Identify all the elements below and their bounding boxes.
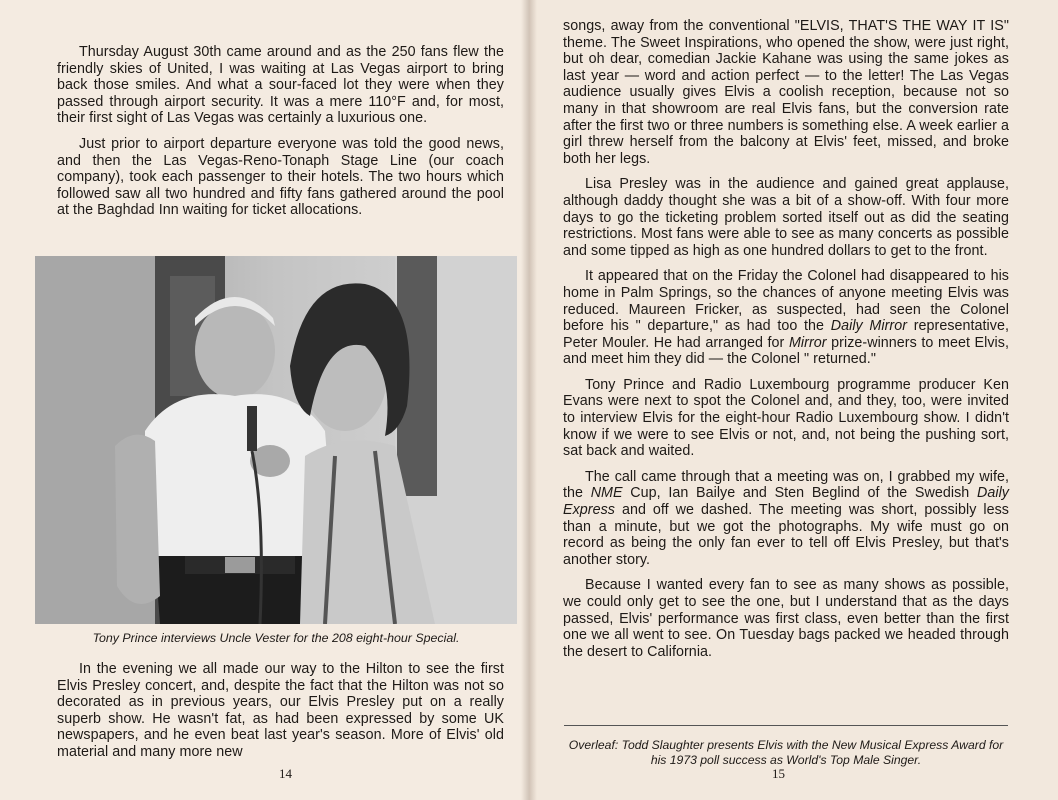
text-run: Cup, Ian Bailye and Sten Beglind of the Swedish: [622, 485, 977, 502]
divider: [564, 725, 1008, 726]
overleaf-note: Overleaf: Todd Slaughter presents Elvis with the New Musical Express Award for his 1973 poll success as World's Top Male Singer.: [568, 738, 1004, 767]
paragraph: In the evening we all made our way to the Hilton to see the first Elvis Presley concert, and, despite the fact that the Hilton was not so decorated as in previous years, our Elvis Presley put on a really superb show. He wasn't fat, as had been expressed by some UK newspapers, and he even beat last year's season. More of Elvis' old material and many more new: [57, 661, 504, 760]
paragraph: [563, 469, 1009, 569]
paragraph: Tony Prince and Radio Luxembourg programme producer Ken Evans were next to spot the Colonel and, and they, too, were invited to interview Elvis for the eight-hour Radio Luxembourg show. I didn't know if we were to see Elvis or not, and, not being the pushing sort, sat back and waited.: [563, 376, 1009, 460]
right-page: [529, 0, 1058, 800]
page-number-right: 15: [772, 766, 785, 781]
photo-caption: Tony Prince interviews Uncle Vester for the 208 eight-hour Special.: [92, 631, 460, 645]
paragraph: Thursday August 30th came around and as the 250 fans flew the friendly skies of United, I was waiting at Las Vegas airport to bring back those smiles. And what a sour-faced lot they were when they passed through airport security. It was a mere 110°F and, for most, their first sight of Las Vegas was certainly a luxurious one.: [57, 44, 504, 127]
text-run: It appeared that on the Friday the Colonel had disappeared to his home in Palm Springs, so the chances of anyone meeting Elvis was reduced. Maureen Fricker, as suspected, had seen the Colonel before his " departure," as had too the: [563, 268, 1009, 335]
interview-photo: [35, 256, 517, 624]
italic-run: Daily Express: [563, 485, 1009, 519]
left-top-text: [57, 44, 504, 228]
right-text: [563, 18, 1009, 669]
italic-run: Mirror: [788, 334, 827, 351]
paragraph: Lisa Presley was in the audience and gained great applause, although daddy thought she was a bit of a show-off. With four more days to go the ticketing problem sorted itself out as did the seating restrictions. Most fans were able to see as many concerts as possible and some tipped as high as one hundred dollars to get to the front.: [563, 176, 1009, 259]
paragraph: songs, away from the conventional "ELVIS, THAT'S THE WAY IT IS" theme. The Sweet Inspirations, who opened the show, were just right, but oh dear, comedian Jackie Kahane was using the same jokes as last year — word and action perfect — to the letter! The Las Vegas audience usually gives Elvis a coolish reception, because not so many in that showroom are real Elvis fans, but the conversion rate after the first two or three numbers is something else. A week earlier a girl threw herself from the balcony at Elvis' feet, missed, and broke both her legs.: [563, 18, 1009, 167]
italic-run: NME: [590, 485, 623, 502]
spine-gutter: [521, 0, 537, 800]
text-run: and off we dashed. The meeting was short, possibly less than a minute, but we got the photographs. My wife must go on record as being the only fan ever to tell off Elvis Presley, but that's another story.: [563, 502, 1009, 568]
paragraph: [563, 268, 1009, 368]
left-bottom-text: [57, 661, 504, 770]
text-run: The call came through that a meeting was on, I grabbed my wife, the: [563, 468, 1009, 502]
paragraph: Because I wanted every fan to see as many shows as possible, we could only get to see the one, but I understand that as the days passed, Elvis' performance was first class, even better than the first one we all went to see. On Tuesday bags packed we headed through the desert to California.: [563, 577, 1009, 660]
text-run: prize-winners to meet Elvis, and meet him they did — the Colonel " returned.": [563, 334, 1010, 368]
text-run: representative, Peter Mouler. He had arranged for: [563, 318, 1010, 351]
italic-run: Daily Mirror: [830, 318, 908, 335]
paragraph: Just prior to airport departure everyone was told the good news, and then the Las Vegas-Reno-Tonaph Stage Line (our coach company), took each passenger to their hotels. The two hours which followed saw all two hundred and fifty fans gathered around the pool at the Baghdad Inn waiting for ticket allocations.: [57, 135, 504, 219]
page-number-left: 14: [279, 766, 292, 781]
